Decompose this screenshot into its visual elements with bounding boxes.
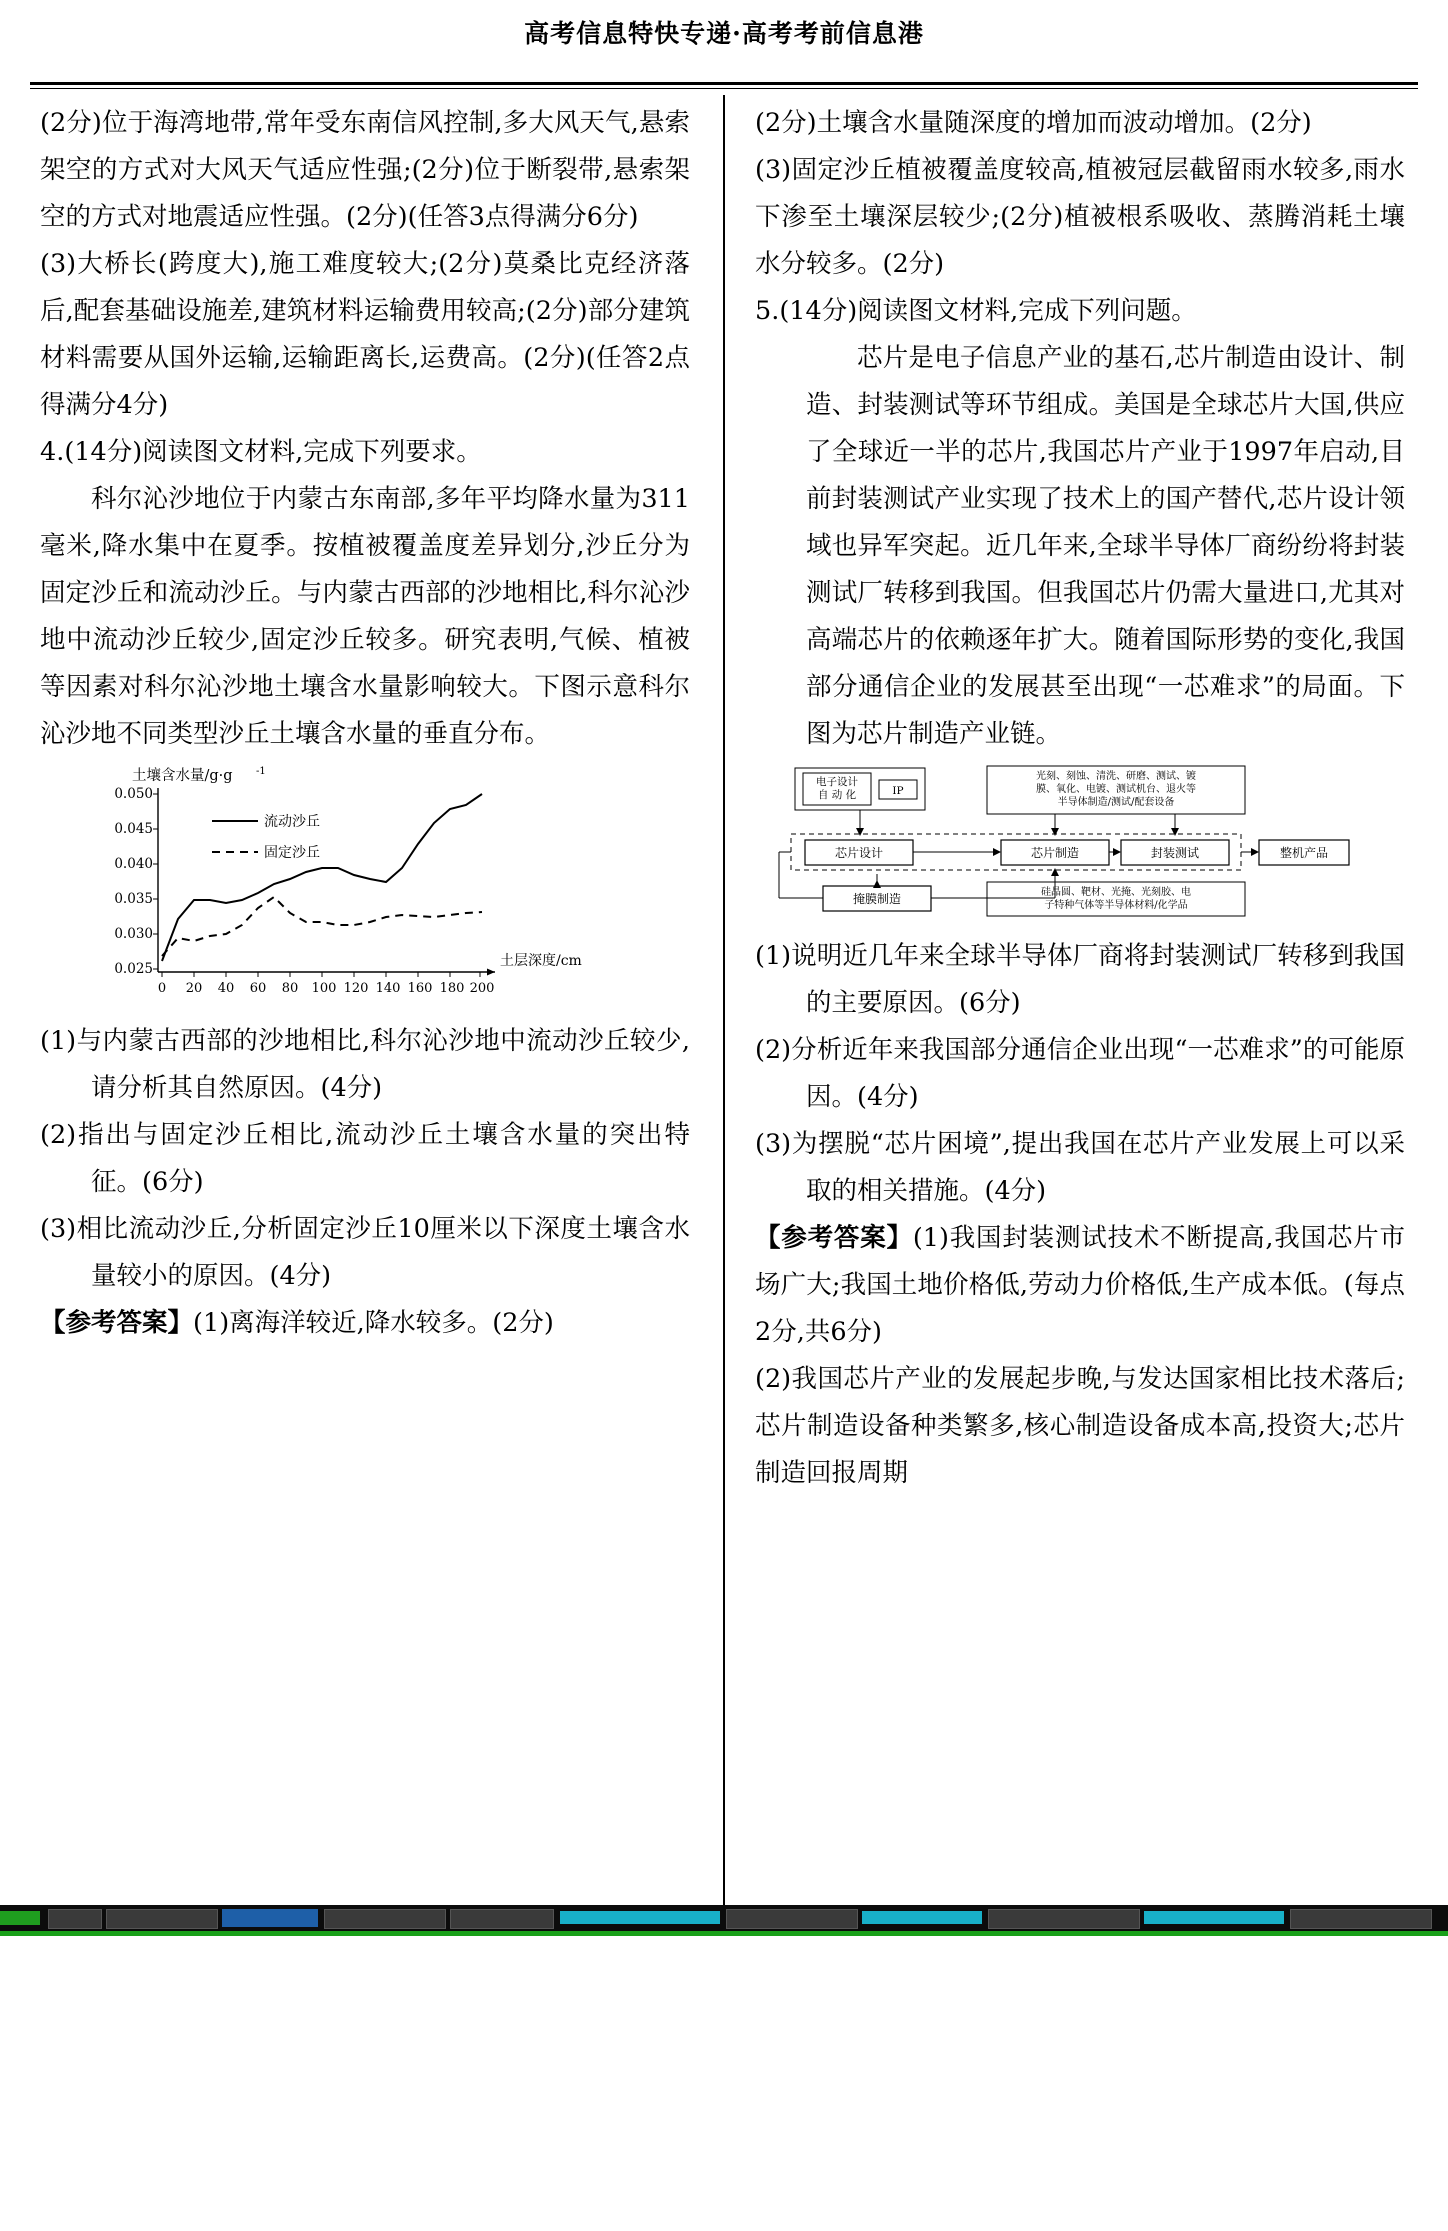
svg-text:160: 160 <box>407 981 433 996</box>
svg-text:芯片设计: 芯片设计 <box>834 846 884 860</box>
question-4-material: 科尔沁沙地位于内蒙古东南部,多年平均降水量为311毫米,降水集中在夏季。按植被覆盖度差异划分,沙丘分为固定沙丘和流动沙丘。与内蒙古西部的沙地相比,科尔沁沙地中流动沙丘较少,固定沙丘较多。研究表明,气候、植被等因素对科尔沁沙地土壤含水量影响较大。下图示意科尔沁沙地不同类型沙丘土壤含水量的垂直分布。 <box>40 484 690 749</box>
left-paragraph-1: (2分)位于海湾地带,常年受东南信风控制,多大风天气,悬索架空的方式对大风天气适应性强;(2分)位于断裂带,悬索架空的方式对地震适应性强。(2分)(任答3点得满分6分) <box>40 108 690 232</box>
svg-text:180: 180 <box>439 981 465 996</box>
question-5-item-1: (1)说明近几年来全球半导体厂商将封装测试厂转移到我国的主要原因。(6分) <box>755 941 1405 1018</box>
chart-legend-fixed: 固定沙丘 <box>264 845 320 861</box>
svg-text:整机产品: 整机产品 <box>1279 846 1329 860</box>
taskbar-item-1[interactable] <box>48 1909 102 1929</box>
svg-text:0.045: 0.045 <box>114 821 153 837</box>
taskbar-item-2[interactable] <box>106 1909 218 1929</box>
taskbar-item-11[interactable] <box>1290 1909 1432 1929</box>
svg-text:0.050: 0.050 <box>114 786 153 802</box>
column-divider <box>723 95 725 1911</box>
svg-text:膜、氧化、电镀、测试机台、退火等: 膜、氧化、电镀、测试机台、退火等 <box>1036 784 1196 795</box>
chart-svg <box>40 764 680 1014</box>
chart-legend-flowing: 流动沙丘 <box>264 814 320 830</box>
svg-text:60: 60 <box>249 981 267 996</box>
answer-text-right-1: (1)我国封装测试技术不断提高,我国芯片市场广大;我国土地价格低,劳动力价格低,生产成本低。(每点2分,共6分) <box>755 1223 1405 1347</box>
left-column <box>40 100 690 1347</box>
svg-text:0.040: 0.040 <box>114 856 153 872</box>
taskbar-accent-strip <box>0 1931 1448 1936</box>
taskbar-item-9[interactable] <box>988 1909 1140 1929</box>
answer-label-right: 【参考答案】 <box>755 1223 913 1253</box>
chart-ylabel: 土壤含水量/g·g <box>132 768 233 784</box>
question-5-item-2: (2)分析近年来我国部分通信企业出现“一芯难求”的可能原因。(4分) <box>755 1035 1405 1112</box>
svg-text:120: 120 <box>343 981 369 996</box>
svg-text:20: 20 <box>185 981 203 996</box>
left-paragraph-2: (3)大桥长(跨度大),施工难度较大;(2分)莫桑比克经济落后,配套基础设施差,建筑材料运输费用较高;(2分)部分建筑材料需要从国外运输,运输距离长,运费高。(2分)(任答2点得满分4分) <box>40 249 690 420</box>
chip-industry-chain-diagram <box>755 764 1405 929</box>
svg-text:封装测试: 封装测试 <box>1150 846 1200 860</box>
svg-text:子特种气体等半导体材料/化学品: 子特种气体等半导体材料/化学品 <box>1044 900 1188 911</box>
right-paragraph-2: (3)固定沙丘植被覆盖度较高,植被冠层截留雨水较多,雨水下渗至土壤深层较少;(2分)植被根系吸收、蒸腾消耗土壤水分较多。(2分) <box>755 155 1405 279</box>
svg-text:100: 100 <box>311 981 337 996</box>
svg-text:0.025: 0.025 <box>114 961 153 977</box>
right-answer-line-1 <box>755 1215 1405 1356</box>
chart-xlabel: 土层深度/cm <box>500 953 582 969</box>
question-4-item-3: (3)相比流动沙丘,分析固定沙丘10厘米以下深度土壤含水量较小的原因。(4分) <box>40 1214 690 1291</box>
header-rule-thick <box>30 82 1418 85</box>
svg-text:0.035: 0.035 <box>114 891 153 907</box>
svg-text:光刻、刻蚀、清洗、研磨、测试、镀: 光刻、刻蚀、清洗、研磨、测试、镀 <box>1036 771 1196 782</box>
question-4-item-2: (2)指出与固定沙丘相比,流动沙丘土壤含水量的突出特征。(6分) <box>40 1120 690 1197</box>
soil-moisture-chart <box>40 764 690 1014</box>
header-rule-thin <box>30 88 1418 89</box>
taskbar-item-10[interactable] <box>1144 1911 1284 1924</box>
taskbar-items[interactable] <box>0 1905 1448 1931</box>
svg-text:-1: -1 <box>256 766 266 777</box>
question-5-material: 芯片是电子信息产业的基石,芯片制造由设计、制造、封装测试等环节组成。美国是全球芯片大国,供应了全球近一半的芯片,我国芯片产业于1997年启动,目前封装测试产业实现了技术上的国产替代,芯片设计领域也异军突起。近几年来,全球半导体厂商纷纷将封装测试厂转移到我国。但我国芯片仍需大量进口,尤其对高端芯片的依赖逐年扩大。随着国际形势的变化,我国部分通信企业的发展甚至出现“一芯难求”的局面。下图为芯片制造产业链。 <box>806 343 1405 749</box>
answer-label-left: 【参考答案】 <box>40 1308 194 1338</box>
right-column <box>755 100 1405 1497</box>
taskbar-item-7[interactable] <box>726 1909 858 1929</box>
svg-text:0.030: 0.030 <box>114 926 153 942</box>
svg-text:硅晶圆、靶材、光掩、光刻胶、电: 硅晶圆、靶材、光掩、光刻胶、电 <box>1041 887 1191 898</box>
svg-text:电子设计: 电子设计 <box>816 776 858 788</box>
svg-text:自 动 化: 自 动 化 <box>817 789 857 801</box>
start-button[interactable] <box>0 1911 40 1925</box>
question-4-item-1: (1)与内蒙古西部的沙地相比,科尔沁沙地中流动沙丘较少,请分析其自然原因。(4分) <box>40 1026 690 1103</box>
taskbar-item-6[interactable] <box>560 1911 720 1924</box>
svg-text:140: 140 <box>375 981 401 996</box>
question-5-title: 5.(14分)阅读图文材料,完成下列问题。 <box>755 296 1197 326</box>
page-header: 高考信息特快专递·高考考前信息港 <box>524 19 924 48</box>
taskbar-item-3[interactable] <box>222 1909 318 1927</box>
taskbar-item-8[interactable] <box>862 1911 982 1924</box>
svg-text:40: 40 <box>217 981 235 996</box>
svg-text:IP: IP <box>892 785 904 797</box>
taskbar-item-4[interactable] <box>324 1909 446 1929</box>
svg-text:掩膜制造: 掩膜制造 <box>852 892 902 906</box>
svg-text:芯片制造: 芯片制造 <box>1030 846 1080 860</box>
question-5-item-3: (3)为摆脱“芯片困境”,提出我国在芯片产业发展上可以采取的相关措施。(4分) <box>755 1129 1405 1206</box>
svg-text:0: 0 <box>157 981 167 996</box>
svg-text:半导体制造/测试/配套设备: 半导体制造/测试/配套设备 <box>1057 797 1175 808</box>
taskbar-item-5[interactable] <box>450 1909 554 1929</box>
svg-text:80: 80 <box>281 981 299 996</box>
diagram-svg <box>755 764 1375 929</box>
svg-text:200: 200 <box>469 981 495 996</box>
left-answer-line <box>40 1300 690 1347</box>
answer-text-left: (1)离海洋较近,降水较多。(2分) <box>193 1308 554 1338</box>
right-paragraph-1: (2分)土壤含水量随深度的增加而波动增加。(2分) <box>755 108 1312 138</box>
taskbar[interactable] <box>0 1905 1448 1931</box>
right-answer-line-2: (2)我国芯片产业的发展起步晚,与发达国家相比技术落后;芯片制造设备种类繁多,核心制造设备成本高,投资大;芯片制造回报周期 <box>755 1364 1405 1488</box>
question-4-title: 4.(14分)阅读图文材料,完成下列要求。 <box>40 437 482 467</box>
